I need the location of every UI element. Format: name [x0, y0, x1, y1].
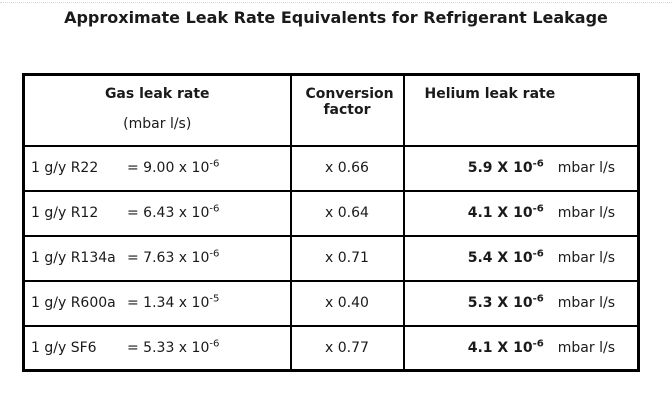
- table-row: [24, 146, 639, 191]
- gas-exponent: -6: [209, 158, 220, 170]
- factor-cell: x 0.71: [291, 236, 404, 281]
- conversion-factor-header: Conversion factor: [291, 75, 404, 146]
- gas-exponent: -6: [209, 248, 220, 260]
- gas-cell: [24, 281, 291, 326]
- gas-name: 1 g/y R22: [31, 160, 99, 176]
- helium-unit: mbar l/s: [557, 295, 615, 311]
- gas-cell: [24, 236, 291, 281]
- gas-value: = 5.33 x 10: [127, 339, 210, 356]
- factor-cell: x 0.40: [291, 281, 404, 326]
- gas-exponent: -6: [209, 338, 220, 350]
- helium-value: 4.1 X 10: [467, 205, 533, 221]
- helium-unit: mbar l/s: [557, 339, 615, 356]
- helium-unit: mbar l/s: [557, 160, 615, 176]
- helium-unit: mbar l/s: [557, 250, 615, 266]
- gas-exponent: -6: [209, 203, 220, 215]
- gas-value: = 7.63 x 10: [127, 250, 210, 266]
- gas-value: = 1.34 x 10: [127, 295, 210, 311]
- helium-exponent: -6: [532, 158, 544, 170]
- helium-value: 5.9 X 10: [467, 160, 533, 176]
- helium-cell: [404, 281, 639, 326]
- table-row: [24, 281, 639, 326]
- helium-exponent: -6: [532, 338, 544, 350]
- factor-cell: x 0.66: [291, 146, 404, 191]
- helium-exponent: -6: [532, 248, 544, 260]
- gas-name: 1 g/y R134a: [31, 250, 116, 266]
- gas-name: 1 g/y SF6: [31, 339, 97, 356]
- helium-cell: [404, 191, 639, 236]
- top-dotted-divider: [0, 2, 672, 3]
- gas-leak-rate-header: [24, 75, 291, 146]
- helium-value: 5.3 X 10: [467, 295, 533, 311]
- table-row: [24, 236, 639, 281]
- table-header-row: [24, 75, 639, 146]
- table-row: [24, 191, 639, 236]
- helium-value: 5.4 X 10: [467, 250, 533, 266]
- factor-cell: x 0.64: [291, 191, 404, 236]
- table-row: [24, 326, 639, 371]
- gas-name: 1 g/y R600a: [31, 295, 116, 311]
- page-title: Approximate Leak Rate Equivalents for Refrigerant Leakage: [64, 8, 608, 27]
- leak-rate-table: [22, 73, 640, 372]
- factor-cell: x 0.77: [291, 326, 404, 371]
- helium-exponent: -6: [532, 203, 544, 215]
- gas-value: = 6.43 x 10: [127, 205, 210, 221]
- helium-unit: mbar l/s: [557, 205, 615, 221]
- gas-header-title: Gas leak rate: [104, 86, 210, 102]
- helium-leak-rate-header: Helium leak rate: [404, 75, 639, 146]
- gas-cell: [24, 326, 291, 371]
- gas-exponent: -5: [209, 293, 220, 305]
- gas-cell: [24, 191, 291, 236]
- gas-header-unit: (mbar l/s): [123, 116, 192, 132]
- helium-cell: [404, 146, 639, 191]
- helium-exponent: -6: [532, 293, 544, 305]
- gas-cell: [24, 146, 291, 191]
- gas-name: 1 g/y R12: [31, 205, 99, 221]
- helium-cell: [404, 236, 639, 281]
- helium-cell: [404, 326, 639, 371]
- helium-value: 4.1 X 10: [467, 339, 533, 356]
- gas-value: = 9.00 x 10: [127, 160, 210, 176]
